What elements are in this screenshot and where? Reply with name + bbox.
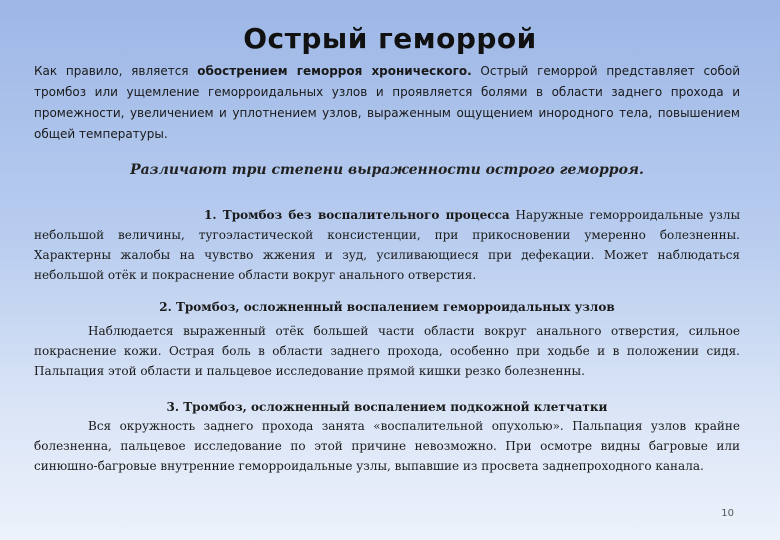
degree1-heading: 1. Тромбоз без воспалительного процесса (204, 208, 510, 222)
slide-title: Острый геморрой (243, 22, 537, 55)
degree3-heading: 3. Тромбоз, осложненный воспалением подкожной клетчатки (166, 400, 608, 414)
page-number: 10 (721, 508, 734, 519)
degree1-text: Наружные геморроидальные узлы небольшой величины, тугоэластической консистенции, при прикосновении умеренно болезненны. Характерны жалобы на чувство жжения и зуд, усиливающиеся при дефекации. Может наблюдаться небольшой отёк и покраснение области вокруг анального отверстия. (34, 208, 740, 282)
degree2-heading: 2. Тромбоз, осложненный воспалением геморроидальных узлов (159, 300, 615, 314)
intro-rest: Острый геморрой представляет собой тромбоз или ущемление геморроидальных узлов и проявляется болями в области заднего прохода и промежности, увеличением и уплотнением узлов, выраженным ощущением инородного тела, повышением общей температуры. (34, 64, 740, 141)
degree3-text: Вся окружность заднего прохода занята «воспалительной опухолью». Пальпация узлов крайне болезненна, пальцевое исследование по этой причине невозможно. При осмотре видны багровые или синюшно-багровые внутренние геморроидальные узлы, выпавшие из просвета заднепроходного канала. (34, 419, 740, 473)
degree1-paragraph (34, 205, 740, 285)
degree2-text: Наблюдается выраженный отёк большей части области вокруг анального отверстия, сильное покраснение кожи. Острая боль в области заднего прохода, особенно при ходьбе и в положении сидя. Пальпация этой области и пальцевое исследование прямой кишки резко болезненны. (34, 324, 740, 378)
intro-lead: Как правило, является (34, 64, 198, 78)
intro-paragraph (34, 61, 740, 145)
subtitle: Различают три степени выраженности острого геморроя. (130, 162, 644, 178)
intro-bold: обострением геморроя хронического. (197, 64, 472, 78)
